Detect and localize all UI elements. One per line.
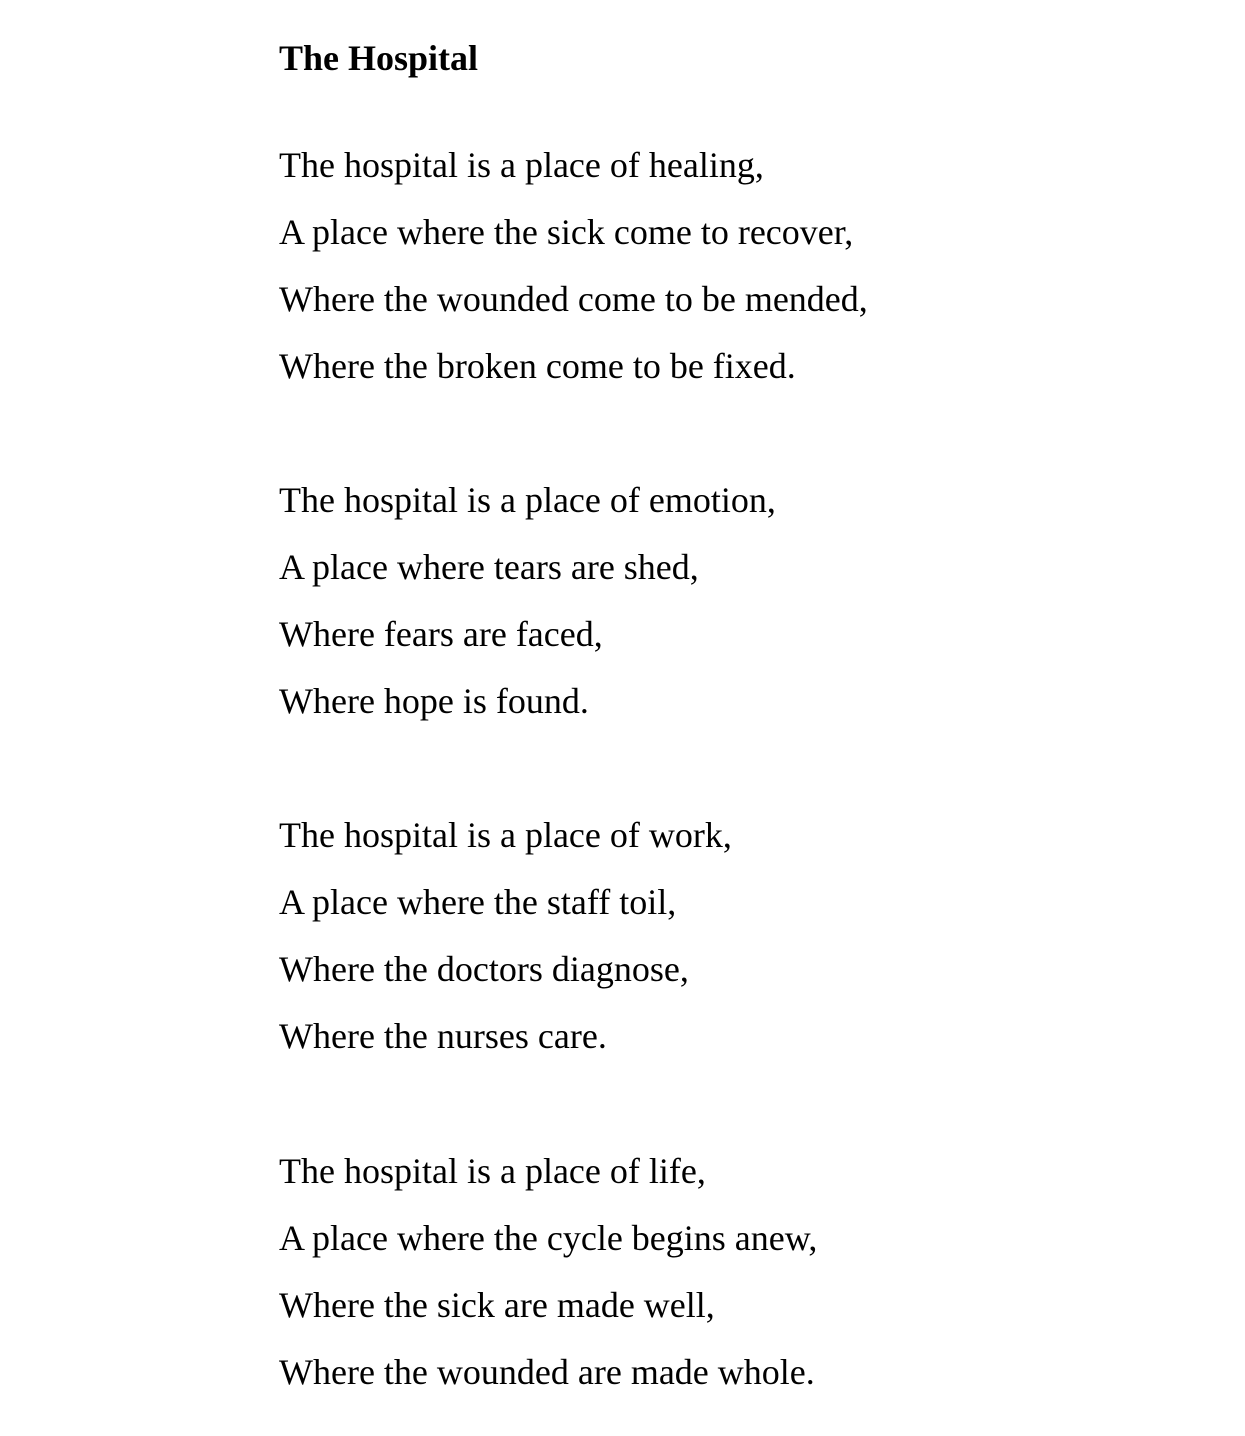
- poem-line: Where the broken come to be fixed.: [279, 346, 796, 386]
- stanza-2: [279, 467, 776, 735]
- poem-line: Where hope is found.: [279, 681, 589, 721]
- poem-line: Where fears are faced,: [279, 614, 603, 654]
- poem-line: The hospital is a place of healing,: [279, 145, 764, 185]
- poem-line: A place where tears are shed,: [279, 547, 699, 587]
- poem-line: Where the wounded come to be mended,: [279, 279, 868, 319]
- poem-line: The hospital is a place of life,: [279, 1151, 706, 1191]
- poem-line: A place where the cycle begins anew,: [279, 1218, 818, 1258]
- poem-title: The Hospital: [279, 38, 479, 78]
- poem-line: Where the doctors diagnose,: [279, 949, 689, 989]
- poem-line: Where the sick are made well,: [279, 1285, 715, 1325]
- poem-line: The hospital is a place of emotion,: [279, 480, 776, 520]
- poem-line: The hospital is a place of work,: [279, 815, 732, 855]
- stanza-4: [279, 1138, 817, 1406]
- poem-line: A place where the staff toil,: [279, 882, 677, 922]
- poem-line: Where the wounded are made whole.: [279, 1352, 815, 1392]
- poem-line: A place where the sick come to recover,: [279, 212, 854, 252]
- stanza-1: [279, 132, 868, 400]
- stanza-3: [279, 802, 732, 1070]
- poem-line: Where the nurses care.: [279, 1016, 607, 1056]
